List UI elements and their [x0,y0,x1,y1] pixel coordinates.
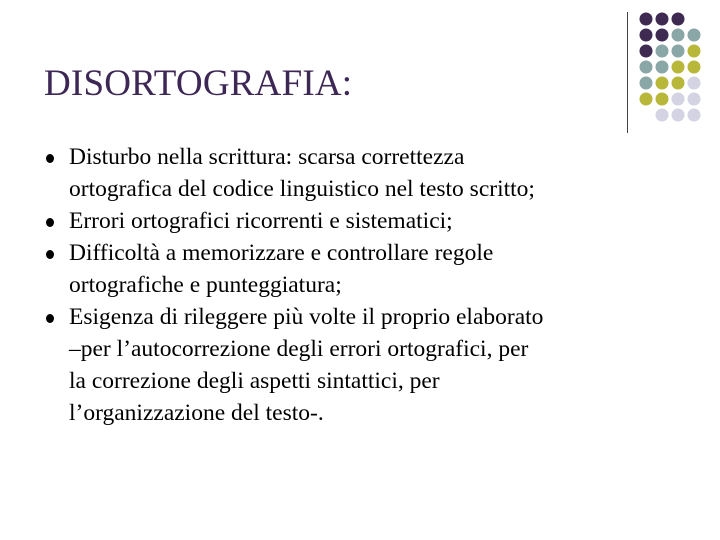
bullet-line: Difficoltà a memorizzare e controllare regole [69,240,494,266]
decorative-dot [640,29,653,42]
decorative-dot [640,61,653,74]
decorative-dot [672,109,685,122]
bullet-item [44,301,694,429]
decorative-dot [656,93,669,106]
bullet-list [44,141,694,429]
decorative-dot [688,45,701,58]
decorative-dot [688,29,701,42]
decorative-dot [640,93,653,106]
slide-title: DISORTOGRAFIA: [44,63,353,104]
decorative-dot [672,77,685,90]
vertical-divider [627,12,628,133]
decorative-dot [656,45,669,58]
decorative-dot [656,61,669,74]
decorative-dot [688,77,701,90]
decorative-dot [688,109,701,122]
decorative-dot-grid [639,12,719,122]
bullet-line: –per l’autocorrezione degli errori ortografici, per [69,336,529,362]
decorative-dot [688,61,701,74]
bullet-line: l’organizzazione del testo-. [69,400,324,426]
bullet-icon [46,250,54,259]
bullet-line: ortografica del codice linguistico nel testo scritto; [69,176,535,202]
bullet-icon [46,314,54,323]
decorative-dot [672,61,685,74]
bullet-item [44,205,694,237]
decorative-dot [672,13,685,26]
decorative-dot [640,45,653,58]
bullet-item [44,141,694,205]
decorative-dot [672,93,685,106]
decorative-dot [688,93,701,106]
decorative-dot [640,13,653,26]
decorative-dot [656,29,669,42]
decorative-dot [656,13,669,26]
bullet-item [44,237,694,301]
decorative-dot [640,77,653,90]
bullet-line: Disturbo nella scrittura: scarsa correttezza [69,144,465,170]
bullet-icon [46,218,54,227]
decorative-dot [656,109,669,122]
bullet-line: ortografiche e punteggiatura; [69,272,342,298]
decorative-dot [672,29,685,42]
bullet-line: Errori ortografici ricorrenti e sistematici; [69,208,453,234]
bullet-line: la correzione degli aspetti sintattici, per [69,368,440,394]
bullet-icon [46,154,54,163]
decorative-dot [672,45,685,58]
decorative-dot [656,77,669,90]
bullet-line: Esigenza di rileggere più volte il proprio elaborato [69,304,544,330]
